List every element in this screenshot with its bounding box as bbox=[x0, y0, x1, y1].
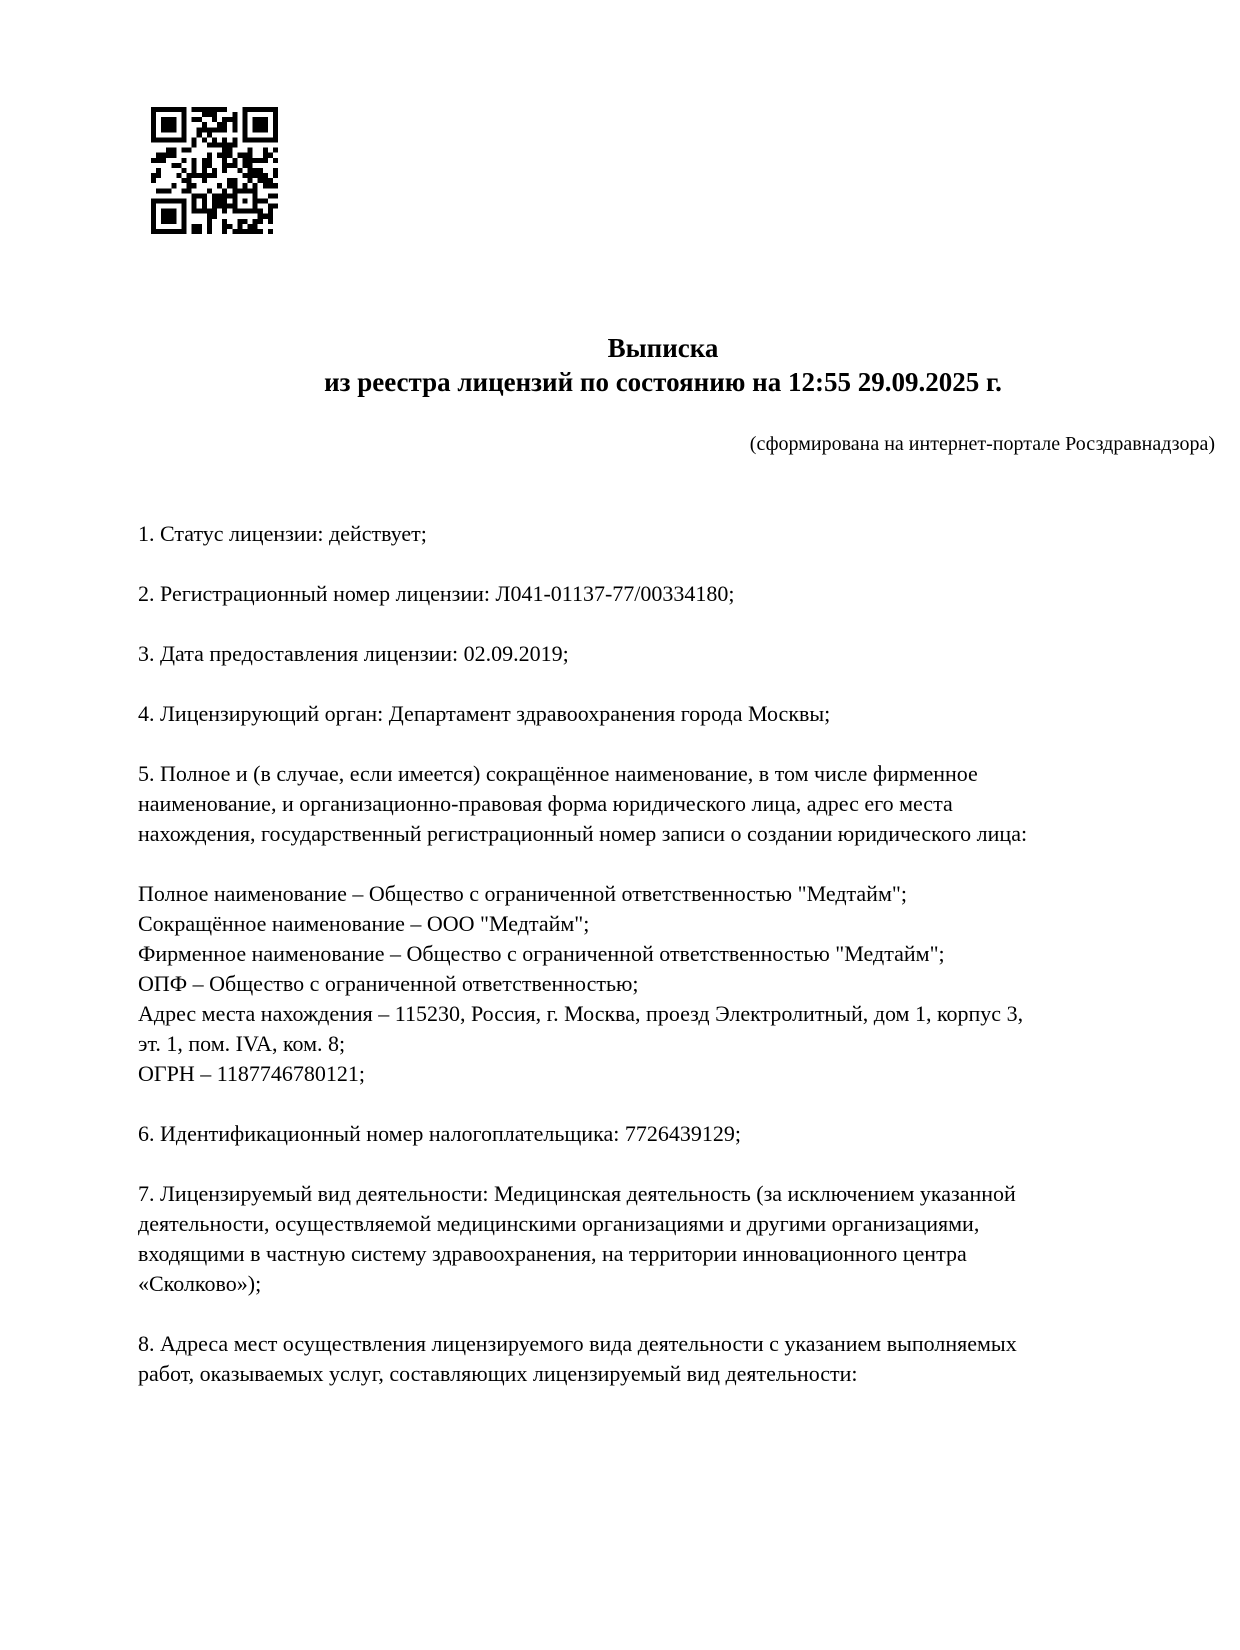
text-line: 3. Дата предоставления лицензии: 02.09.2019; bbox=[138, 641, 569, 666]
document-title-line2: из реестра лицензий по состоянию на 12:55 29.09.2025 г. bbox=[324, 367, 1002, 397]
text-line: 4. Лицензирующий орган: Департамент здравоохранения города Москвы; bbox=[138, 701, 831, 726]
text-line: 7. Лицензируемый вид деятельности: Медицинская деятельность (за исключением указанной bbox=[138, 1181, 1016, 1206]
document-body bbox=[138, 519, 1215, 1389]
qr-code-icon bbox=[151, 107, 278, 234]
paragraph-status bbox=[138, 519, 1215, 549]
text-line: 1. Статус лицензии: действует; bbox=[138, 521, 427, 546]
paragraph-org-names-intro bbox=[138, 759, 1215, 849]
text-line: «Сколково»); bbox=[138, 1271, 262, 1296]
text-line: нахождения, государственный регистрационный номер записи о создании юридического лица: bbox=[138, 821, 1028, 846]
text-line: 5. Полное и (в случае, если имеется) сокращённое наименование, в том числе фирменное bbox=[138, 761, 978, 786]
document-title-line1: Выписка bbox=[607, 333, 719, 363]
text-line: Полное наименование – Общество с ограниченной ответственностью "Медтайм"; bbox=[138, 881, 907, 906]
document-title bbox=[138, 331, 1188, 399]
paragraph-reg-number bbox=[138, 579, 1215, 609]
text-line: Сокращённое наименование – ООО "Медтайм"; bbox=[138, 911, 590, 936]
text-line: ОПФ – Общество с ограниченной ответственностью; bbox=[138, 971, 639, 996]
paragraph-licensing-authority bbox=[138, 699, 1215, 729]
text-line: деятельности, осуществляемой медицинскими организациями и другими организациями, bbox=[138, 1211, 980, 1236]
text-line: работ, оказываемых услуг, составляющих лицензируемый вид деятельности: bbox=[138, 1361, 858, 1386]
document-subtitle: (сформирована на интернет-портале Росздравнадзора) bbox=[749, 433, 1215, 455]
text-line: 6. Идентификационный номер налогоплательщика: 7726439129; bbox=[138, 1121, 741, 1146]
text-line: ОГРН – 1187746780121; bbox=[138, 1061, 366, 1086]
paragraph-activity-type bbox=[138, 1179, 1215, 1299]
text-line: эт. 1, пом. IVA, ком. 8; bbox=[138, 1031, 346, 1056]
text-line: 8. Адреса мест осуществления лицензируемого вида деятельности с указанием выполняемых bbox=[138, 1331, 1017, 1356]
paragraph-license-date bbox=[138, 639, 1215, 669]
paragraph-addresses-intro bbox=[138, 1329, 1215, 1389]
text-line: Адрес места нахождения – 115230, Россия, г. Москва, проезд Электролитный, дом 1, корпус 3, bbox=[138, 1001, 1024, 1026]
paragraph-org-details bbox=[138, 879, 1215, 1089]
text-line: входящими в частную систему здравоохранения, на территории инновационного центра bbox=[138, 1241, 967, 1266]
text-line: наименование, и организационно-правовая форма юридического лица, адрес его места bbox=[138, 791, 953, 816]
text-line: Фирменное наименование – Общество с ограниченной ответственностью "Медтайм"; bbox=[138, 941, 945, 966]
paragraph-inn bbox=[138, 1119, 1215, 1149]
text-line: 2. Регистрационный номер лицензии: Л041-01137-77/00334180; bbox=[138, 581, 735, 606]
